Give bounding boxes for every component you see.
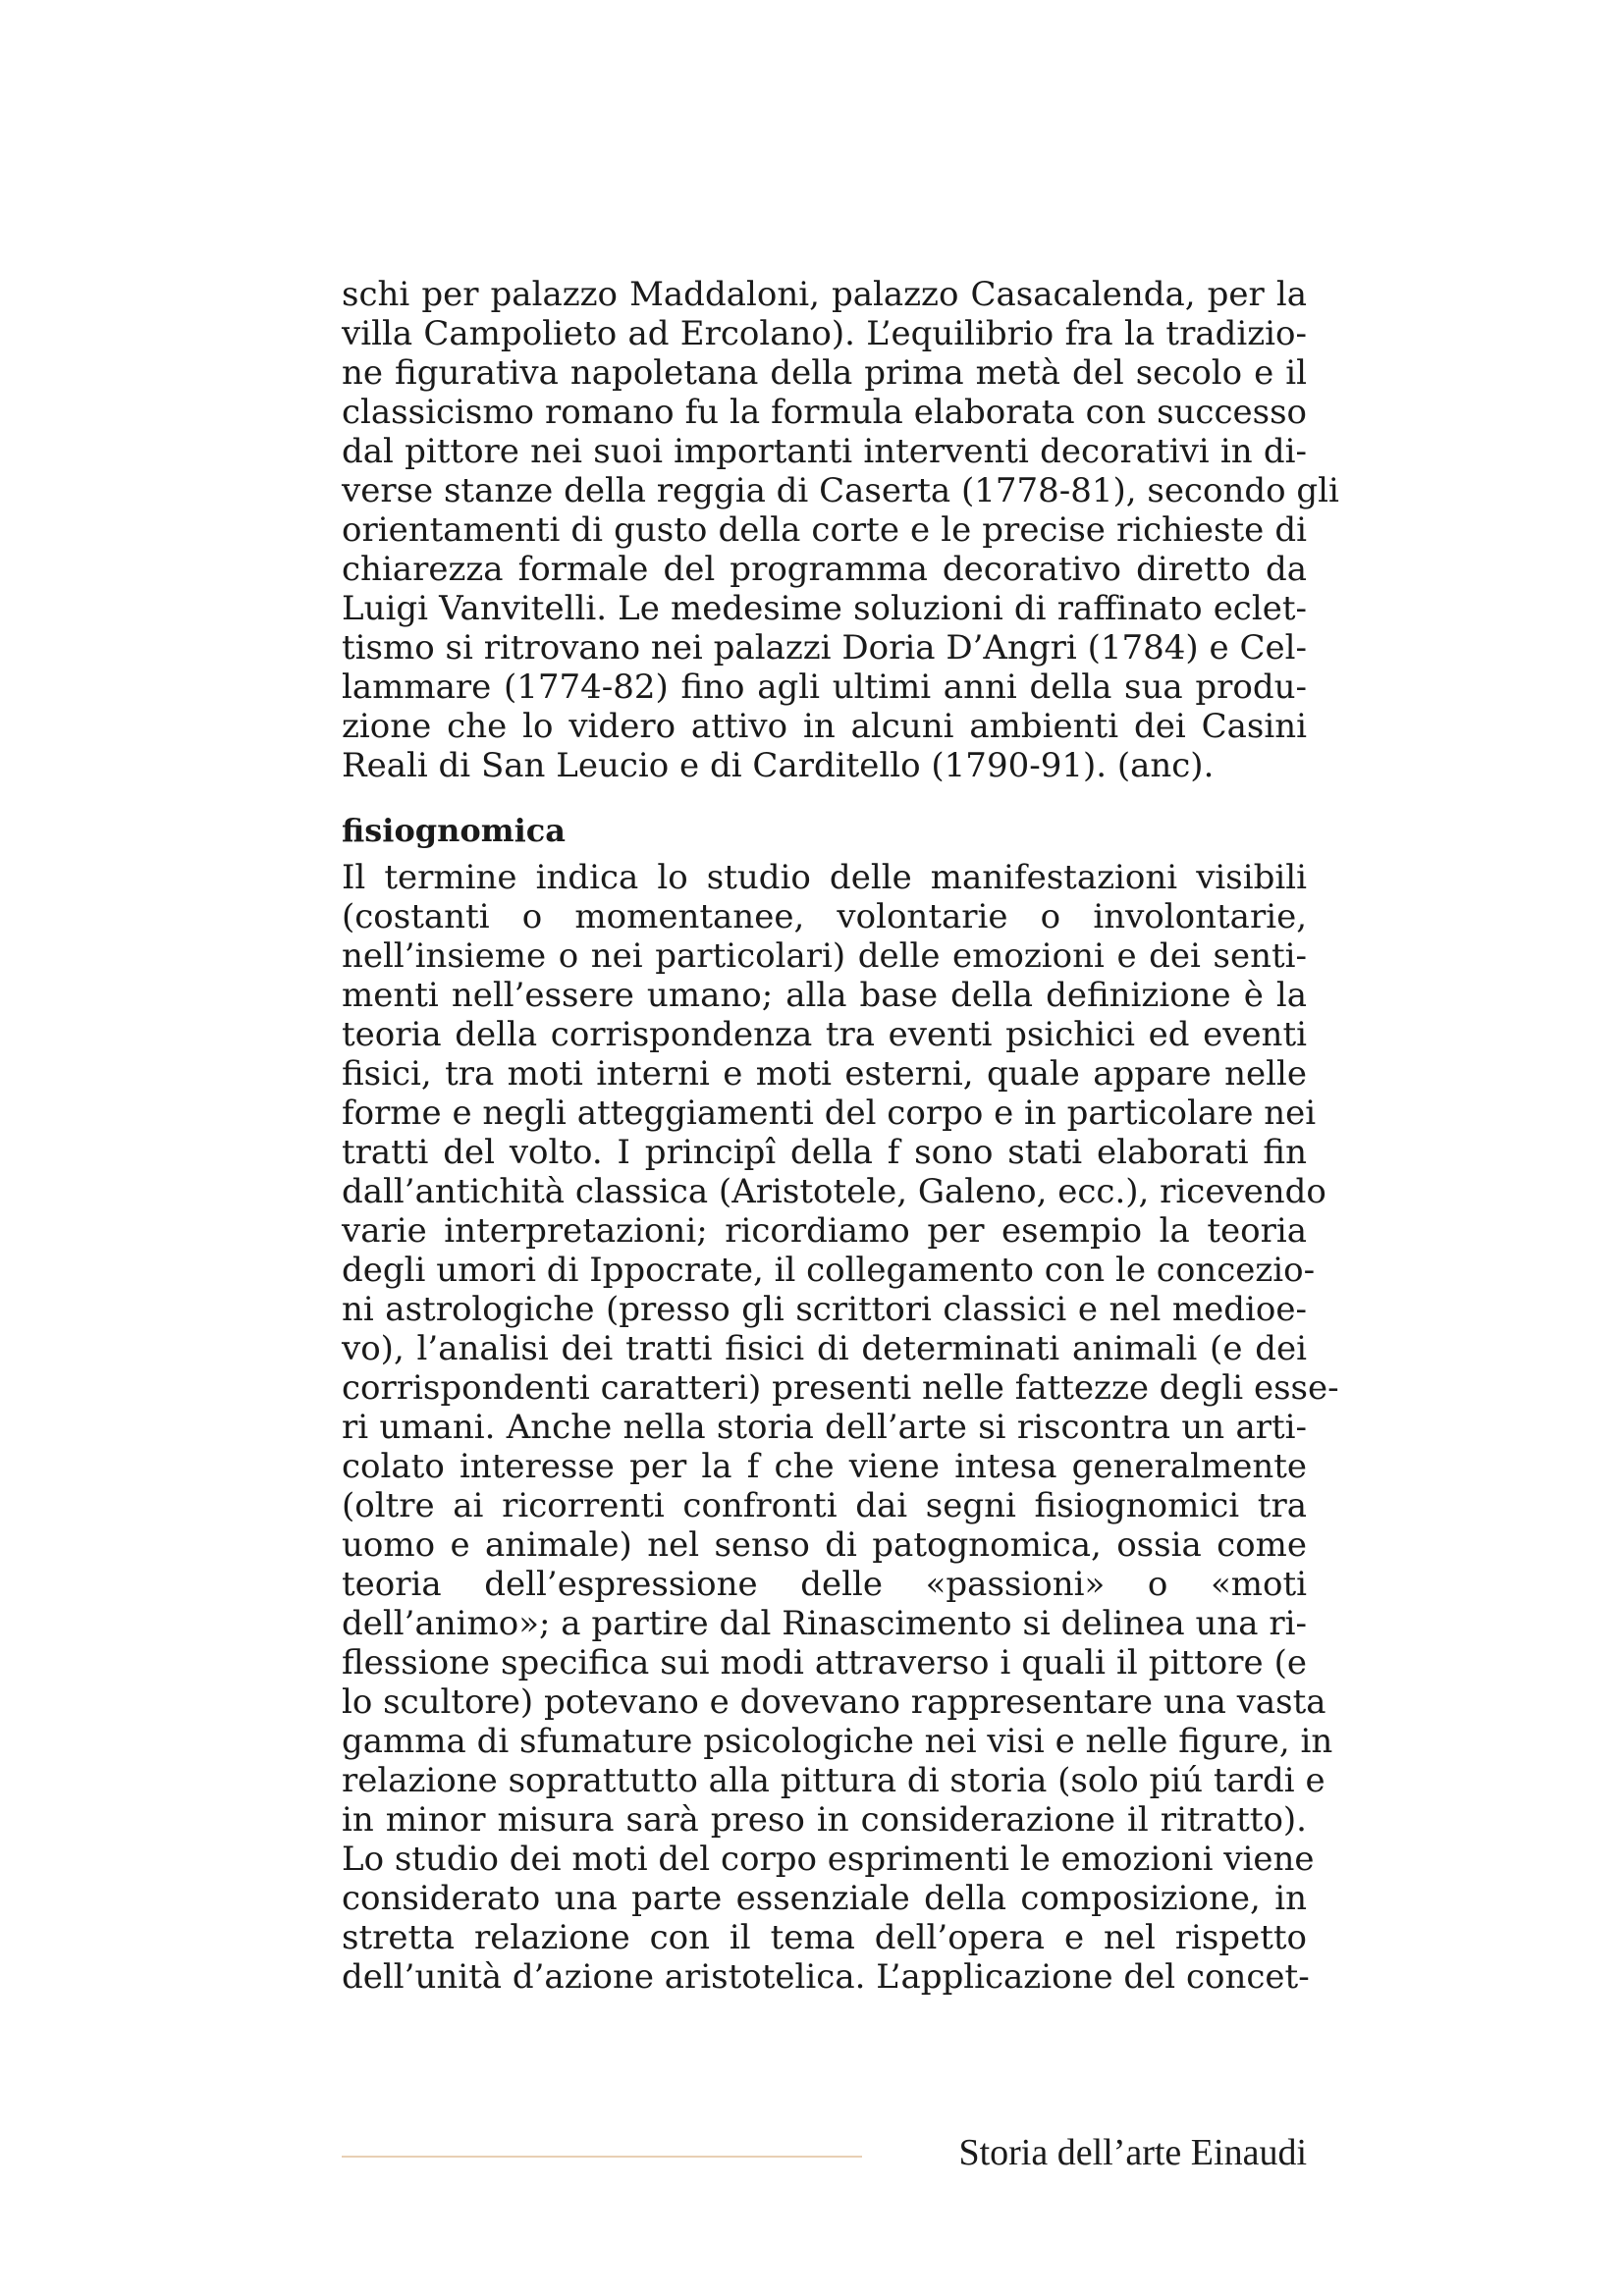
text-line: colato interesse per la f che viene intesa generalmente [342,1447,1307,1486]
text-line: relazione soprattutto alla pittura di storia (solo piú tardi e [342,1761,1325,1800]
text-line: ni astrologiche (presso gli scrittori classici e nel medioe- [342,1290,1307,1329]
text-line: Reali di San Leucio e di Carditello (1790-91). (anc). [342,746,1215,785]
text-line: zione che lo videro attivo in alcuni ambienti dei Casini [342,707,1307,746]
text-line: ri umani. Anche nella storia dell’arte si riscontra un arti- [342,1408,1307,1447]
text-line: classicismo romano fu la formula elaborata con successo [342,393,1307,432]
text-line: varie interpretazioni; ricordiamo per esempio la teoria [342,1211,1307,1251]
text-line: verse stanze della reggia di Caserta (1778-81), secondo gli [342,471,1339,510]
text-line: orientamenti di gusto della corte e le precise richieste di [342,510,1307,550]
encyclopedia-entry [342,811,1339,1997]
footer-rule [342,2156,862,2158]
text-line: menti nell’essere umano; alla base della definizione è la [342,976,1307,1015]
text-line: teoria della corrispondenza tra eventi psichici ed eventi [342,1015,1307,1054]
text-line: villa Campolieto ad Ercolano). L’equilibrio fra la tradizio- [342,314,1307,353]
text-line: flessione specifica sui modi attraverso i quali il pittore (e [342,1643,1307,1682]
text-line: in minor misura sarà preso in considerazione il ritratto). [342,1800,1307,1840]
text-line: lammare (1774-82) fino agli ultimi anni della sua produ- [342,667,1307,707]
text-line: stretta relazione con il tema dell’opera e nel rispetto [342,1918,1307,1957]
text-line: chiarezza formale del programma decorativo diretto da [342,550,1307,589]
text-line: dall’antichità classica (Aristotele, Galeno, ecc.), ricevendo [342,1172,1326,1211]
text-line: nell’insieme o nei particolari) delle emozioni e dei senti- [342,936,1307,976]
page-body [342,275,1339,1997]
text-line: ne figurativa napoletana della prima metà del secolo e il [342,353,1307,393]
text-line: dal pittore nei suoi importanti interventi decorativi in di- [342,432,1307,471]
text-line: considerato una parte essenziale della composizione, in [342,1879,1307,1918]
text-line: degli umori di Ippocrate, il collegamento con le concezio- [342,1251,1316,1290]
text-line: schi per palazzo Maddaloni, palazzo Casacalenda, per la [342,275,1307,314]
text-line: Luigi Vanvitelli. Le medesime soluzioni di raffinato eclet- [342,589,1307,628]
text-line: corrispondenti caratteri) presenti nelle fattezze degli esse- [342,1368,1339,1408]
entry-continuation [342,275,1339,785]
text-line: tismo si ritrovano nei palazzi Doria D’Angri (1784) e Cel- [342,628,1307,667]
text-line: lo scultore) potevano e dovevano rappresentare una vasta [342,1682,1326,1722]
page-footer [342,2128,1307,2177]
text-line: dell’unità d’azione aristotelica. L’applicazione del concet- [342,1957,1310,1997]
text-line: tratti del volto. I principî della f sono stati elaborati fin [342,1133,1307,1172]
text-line: gamma di sfumature psicologiche nei visi e nelle figure, in [342,1722,1333,1761]
footer-title: Storia dell’arte Einaudi [958,2132,1307,2173]
text-line: Il termine indica lo studio delle manifestazioni visibili [342,858,1307,897]
text-line: forme e negli atteggiamenti del corpo e in particolare nei [342,1094,1317,1133]
text-line: dell’animo»; a partire dal Rinascimento si delinea una ri- [342,1604,1307,1643]
text-line: teoria dell’espressione delle «passioni» o «moti [342,1565,1307,1604]
entry-headword: fisiognomica [342,812,566,849]
text-line: Lo studio dei moti del corpo esprimenti le emozioni viene [342,1840,1315,1879]
text-line: fisici, tra moti interni e moti esterni, quale appare nelle [342,1054,1307,1094]
text-line: vo), l’analisi dei tratti fisici di determinati animali (e dei [342,1329,1307,1368]
text-line: (costanti o momentanee, volontarie o involontarie, [342,897,1307,936]
text-line: (oltre ai ricorrenti confronti dai segni fisiognomici tra [342,1486,1307,1525]
text-line: uomo e animale) nel senso di patognomica, ossia come [342,1525,1307,1565]
